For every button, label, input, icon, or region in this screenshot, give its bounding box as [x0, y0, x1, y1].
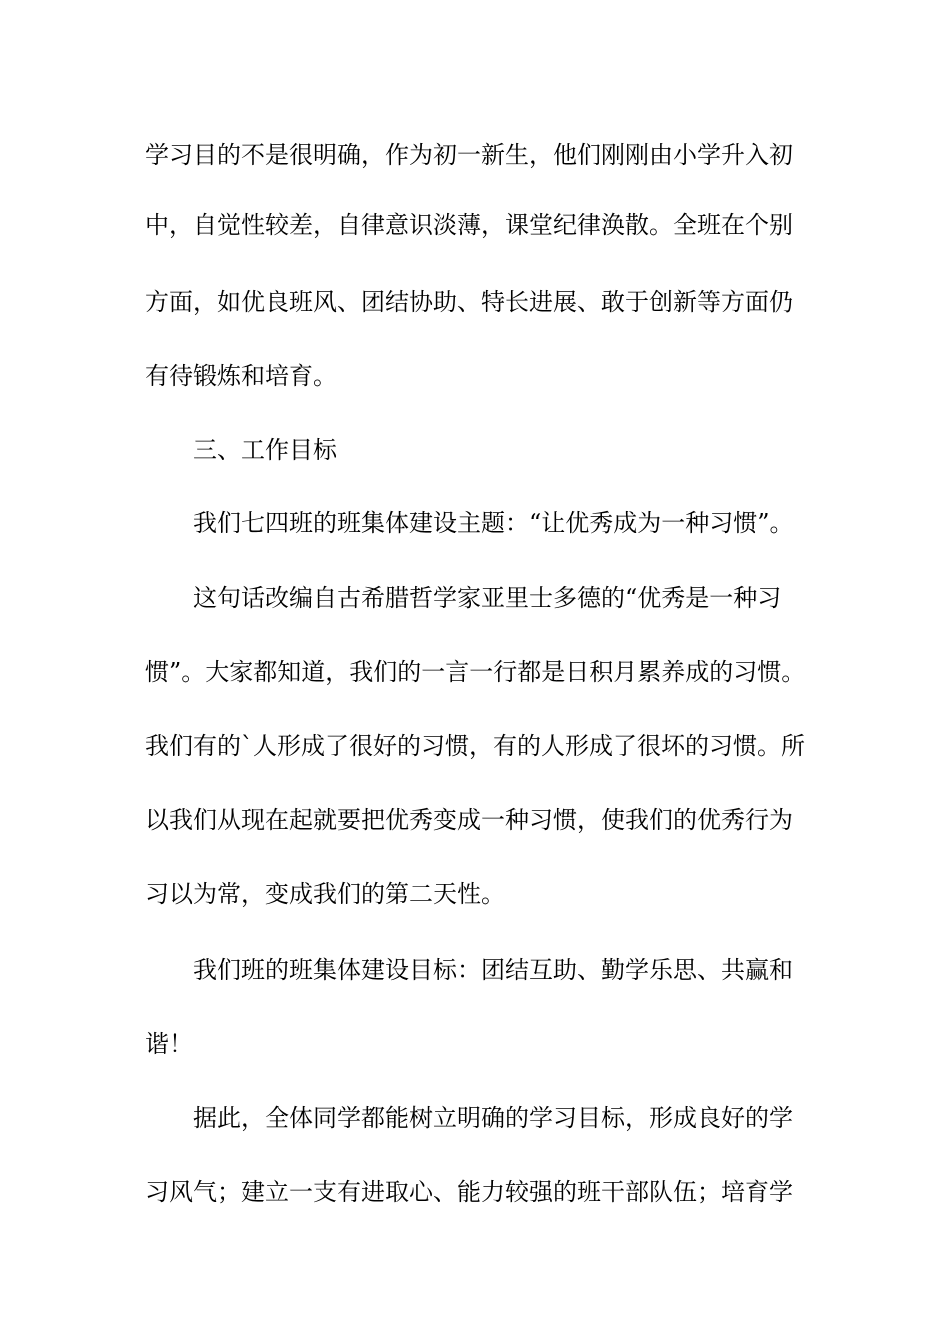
- text-line: 据此，全体同学都能树立明确的学习目标，形成良好的学: [193, 1104, 793, 1132]
- text-line: 我们七四班的班集体建设主题：“让优秀成为一种习惯”。: [193, 509, 794, 537]
- text-line: 这句话改编自古希腊哲学家亚里士多德的“优秀是一种习: [193, 584, 782, 612]
- text-line: 习以为常，变成我们的第二天性。: [145, 880, 505, 908]
- text-line: 有待锻炼和培育。: [145, 362, 337, 390]
- text-line: 我们有的`人形成了很好的习惯，有的人形成了很坏的习惯。所: [145, 732, 805, 760]
- text-line: 惯”。大家都知道，我们的一言一行都是日积月累养成的习惯。: [145, 658, 806, 686]
- section-heading: 三、工作目标: [193, 436, 337, 464]
- text-line: 学习目的不是很明确，作为初一新生，他们刚刚由小学升入初: [145, 141, 793, 169]
- text-line: 习风气；建立一支有进取心、能力较强的班干部队伍；培育学: [145, 1178, 793, 1206]
- text-line: 谐！: [145, 1030, 193, 1058]
- text-line: 方面，如优良班风、团结协助、特长进展、敢于创新等方面仍: [145, 288, 793, 316]
- text-line: 中，自觉性较差，自律意识淡薄，课堂纪律涣散。全班在个别: [145, 211, 793, 239]
- text-line: 以我们从现在起就要把优秀变成一种习惯，使我们的优秀行为: [145, 806, 793, 834]
- text-line: 我们班的班集体建设目标：团结互助、勤学乐思、共赢和: [193, 956, 793, 984]
